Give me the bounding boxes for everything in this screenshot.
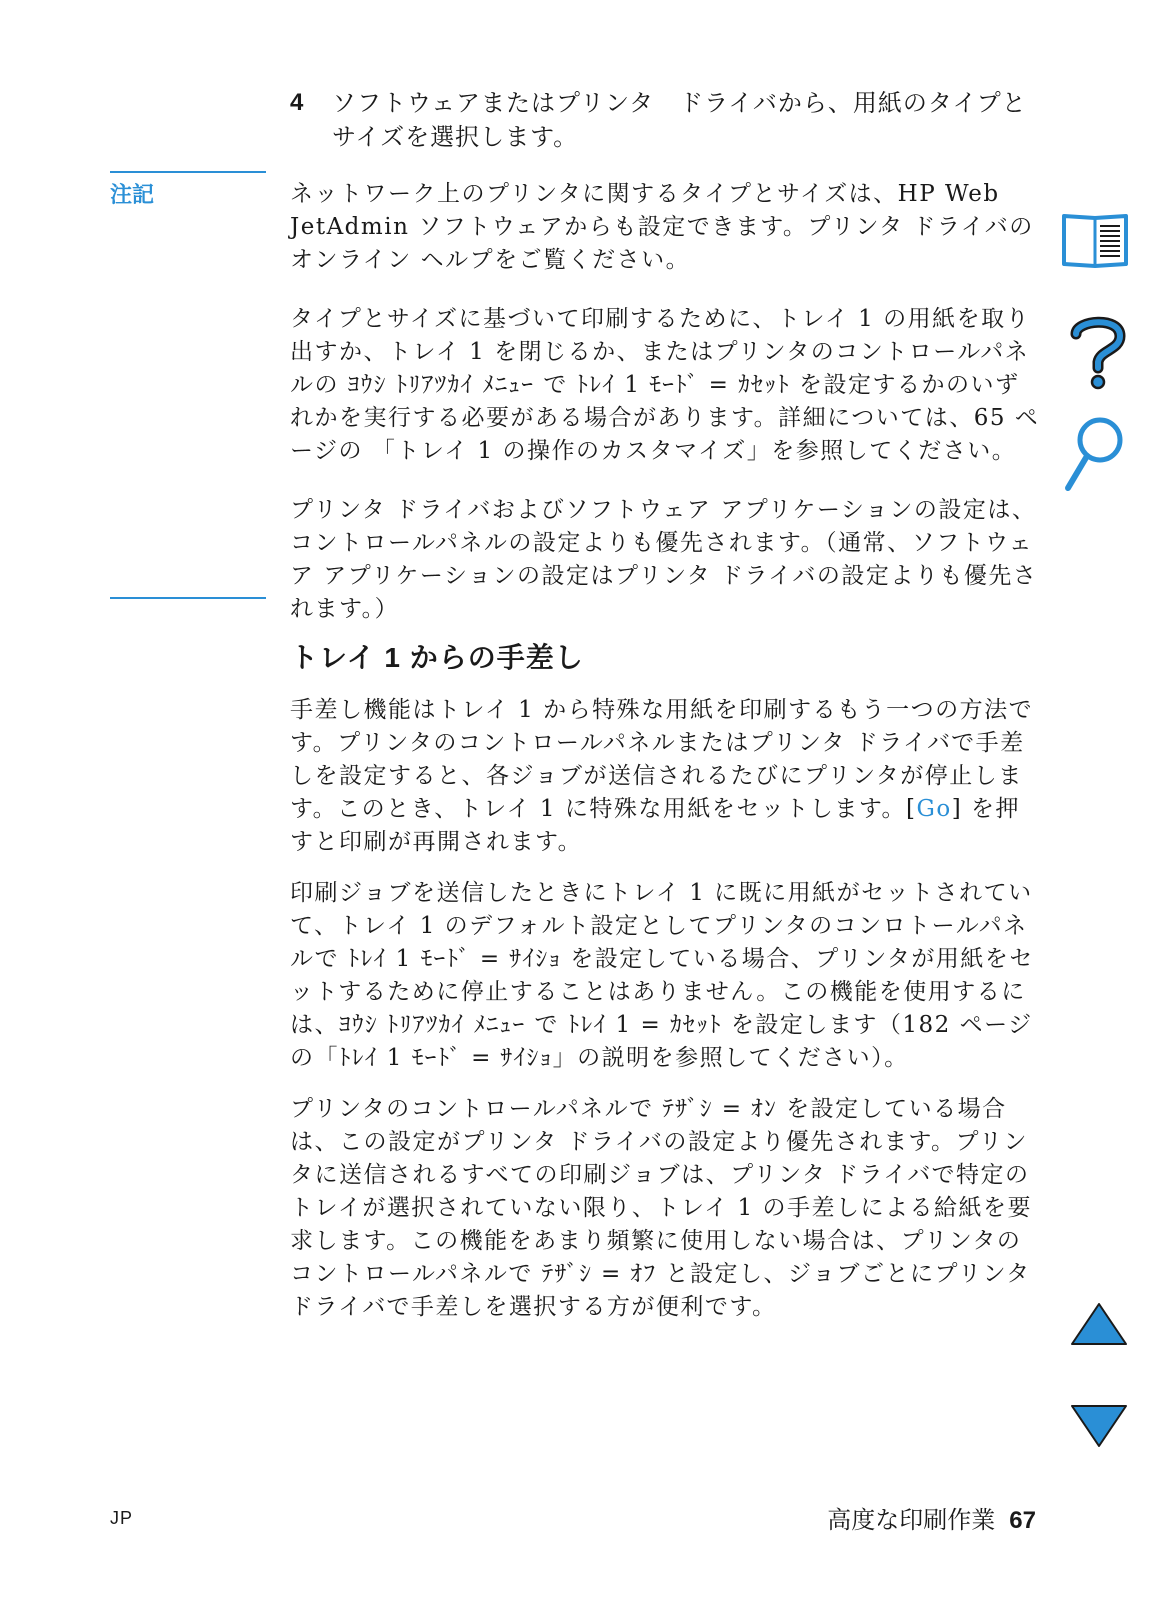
note-label: 注記: [110, 182, 155, 207]
section-paragraph: プリンタのコントロールパネルで ﾃｻﾞｼ = ｵﾝ を設定している場合は、この設定がプリンタ ドライバの設定より優先されます。プリンタに送信されるすべての印刷ジョブは、プリンタ ドライバで特定のトレイが選択されていない限り、トレイ 1 の手差しによる給紙を要求します。この機能をあまり頻繁に使用しない場合は、プリンタのコントロールパネルで ﾃｻﾞｼ = ｵﾌ と設定し、ジョブごとにプリンタ ドライバで手差しを選択する方が便利です。: [290, 1096, 1032, 1320]
previous-page-icon[interactable]: [1070, 1302, 1128, 1346]
section-paragraph: 印刷ジョブを送信したときにトレイ 1 に既に用紙がセットされていて、トレイ 1 のデフォルト設定としてプリンタのコンロトールパネルで ﾄﾚｲ 1 ﾓｰﾄﾞ = ｻｲｼｮ を設定している場合、プリンタが用紙をセットするために停止することはありません。この機能を使用するには、ﾖｳｼ ﾄﾘｱﾂｶｲ ﾒﾆｭｰ で ﾄﾚｲ 1 = ｶｾｯﾄ を設定します（182 ページの「ﾄﾚｲ 1 ﾓｰﾄﾞ = ｻｲｼｮ」の説明を参照してください）。: [290, 880, 1034, 1071]
footer-language: JP: [110, 1508, 134, 1528]
page-number: 67: [1009, 1507, 1036, 1534]
step-4: [290, 86, 1050, 154]
next-page-icon[interactable]: [1070, 1404, 1128, 1448]
book-icon[interactable]: [1060, 208, 1130, 270]
section-title: トレイ 1 からの手差し: [290, 642, 584, 673]
search-icon[interactable]: [1060, 414, 1130, 494]
note-paragraph: ネットワーク上のプリンタに関するタイプとサイズは、HP Web JetAdmin ソフトウェアからも設定できます。プリンタ ドライバのオンライン ヘルプをご覧ください。: [290, 181, 1034, 273]
help-icon[interactable]: [1068, 312, 1128, 390]
chapter-title: 高度な印刷作業: [827, 1506, 996, 1534]
paragraph-text: 手差し機能はトレイ 1 から特殊な用紙を印刷するもう一つの方法です。プリンタのコントロールパネルまたはプリンタ ドライバで手差しを設定すると、各ジョブが送信されるたびにプリンタが停止します。このとき、トレイ 1 に特殊な用紙をセットします。[: [290, 697, 1034, 822]
footer-chapter: [827, 1500, 1036, 1535]
section-paragraph: [290, 694, 1040, 859]
note-rule-top: [110, 171, 266, 173]
note-body: [290, 178, 1040, 626]
step-number: 4: [290, 89, 304, 116]
go-key-label: Go: [916, 796, 952, 822]
step-text: ソフトウェアまたはプリンタ ドライバから、用紙のタイプとサイズを選択します。: [332, 89, 1027, 151]
paragraph-text: ] を押すと印刷が再開されます。: [290, 796, 1021, 855]
note-paragraph: タイプとサイズに基づいて印刷するために、トレイ 1 の用紙を取り出すか、トレイ 1 を閉じるか、またはプリンタのコントロールパネルの ﾖｳｼ ﾄﾘｱﾂｶｲ ﾒﾆｭｰ で ﾄﾚｲ 1 ﾓｰﾄﾞ = ｶｾｯﾄ を設定するかのいずれかを実行する必要がある場合があります。詳細については、65 ページの 「トレイ 1 の操作のカスタマイズ」を参照してください。: [290, 306, 1040, 464]
note-paragraph: プリンタ ドライバおよびソフトウェア アプリケーションの設定は、コントロールパネルの設定よりも優先されます。（通常、ソフトウェア アプリケーションの設定はプリンタ ドライバの設定よりも優先されます。）: [290, 497, 1038, 622]
note-rule-bottom: [110, 597, 266, 599]
section-body: [290, 694, 1040, 1342]
